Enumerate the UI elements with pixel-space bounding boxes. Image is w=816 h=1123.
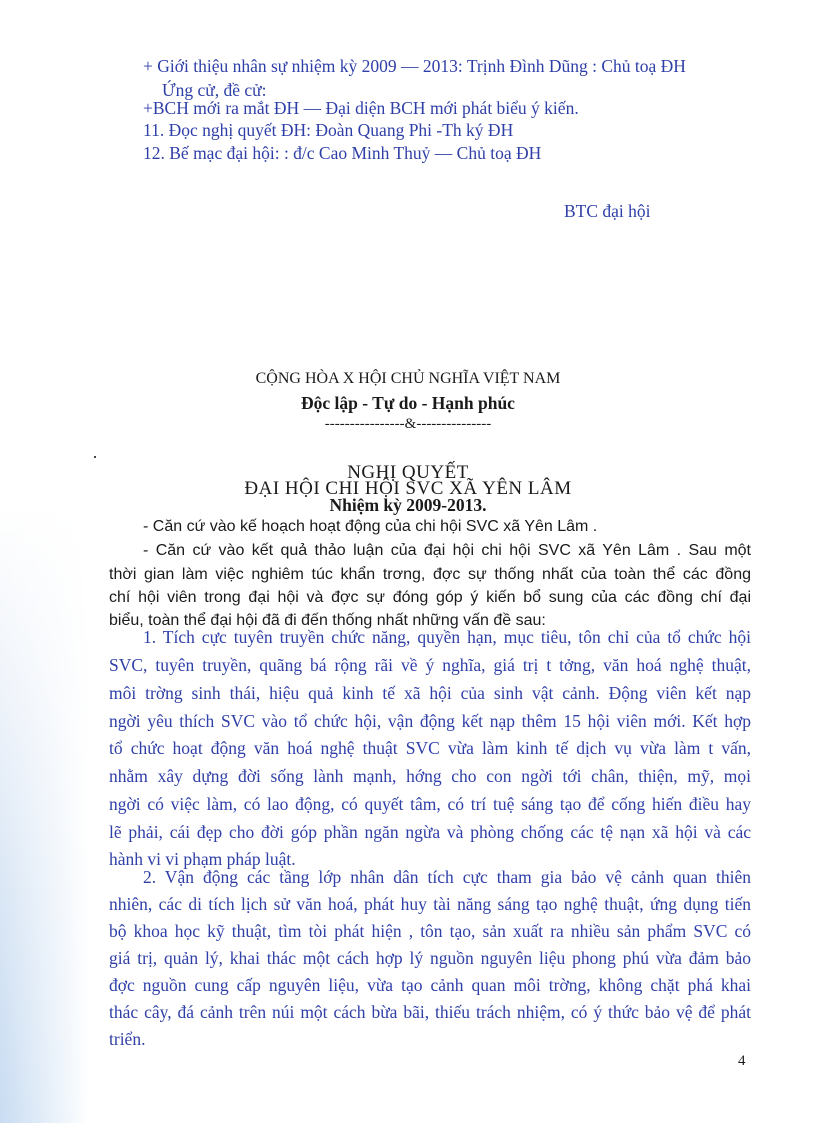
agenda-item-candidacy: Ứng cử, đề cử: bbox=[162, 80, 267, 100]
header-divider: ----------------&--------------- bbox=[324, 416, 492, 432]
point2-line: triển. bbox=[109, 1029, 146, 1049]
margin-dot bbox=[94, 456, 96, 458]
point2-line: giá trị, quản lý, khai thác một cách hợp lý nguồn nguyên liệu phong phú vừa đảm bảo bbox=[109, 948, 751, 968]
intro-line: - Căn cứ vào kết quả thảo luận của đại hội chi hội SVC xã Yên Lâm . Sau một bbox=[143, 542, 751, 559]
motto: Độc lập - Tự do - Hạnh phúc bbox=[301, 393, 515, 413]
point1-line: 1. Tích cực tuyên truyền chức năng, quyền hạn, mục tiêu, tôn chỉ của tổ chức hội bbox=[143, 627, 751, 647]
point2-line: thác cây, đá cảnh trên núi một cách bừa bãi, thiếu trách nhiệm, có ý thức bảo vệ để phát bbox=[109, 1002, 751, 1022]
agenda-item-11: 11. Đọc nghị quyết ĐH: Đoàn Quang Phi -Th ký ĐH bbox=[143, 120, 514, 140]
agenda-item-new-bch: +BCH mới ra mắt ĐH — Đại diện BCH mới phát biểu ý kiến. bbox=[143, 98, 579, 118]
point1-line: ngời có việc làm, có lao động, có quyết tâm, có trí tuệ sáng tạo để cống hiến điều hay bbox=[109, 794, 751, 814]
intro-line: thời gian làm việc nghiêm túc khẩn trơng, đợc sự thống nhất của toàn thể các đồng bbox=[109, 566, 751, 583]
point1-line: môi trờng sinh thái, hiệu quả kinh tế xã hội của sinh vật cảnh. Động viên kết nạp bbox=[109, 683, 751, 703]
term-title: Nhiệm kỳ 2009-2013. bbox=[329, 495, 487, 515]
point2-line: 2. Vận động các tầng lớp nhân dân tích cực tham gia bảo vệ cảnh quan thiên bbox=[143, 867, 751, 887]
resolution-title: NGHỊ QUYẾT bbox=[347, 462, 469, 483]
point2-line: đợc nguồn cung cấp nguyên liệu, vừa tạo cảnh quan môi trờng, không chặt phá khai bbox=[109, 975, 751, 995]
point1-line: lẽ phải, cái đẹp cho đời góp phần ngăn ngừa và phòng chống các tệ nạn xã hội và các bbox=[109, 822, 751, 842]
country-heading: CỘNG HÒA X HỘI CHỦ NGHĨA VIỆT NAM bbox=[255, 370, 561, 387]
point1-line: SVC, tuyên truyền, quãng bá rộng rãi về ý nghĩa, giá trị t tởng, văn hoá nghệ thuật, bbox=[109, 655, 751, 675]
agenda-item-12: 12. Bế mạc đại hội: : đ/c Cao Minh Thuỷ — Chủ toạ ĐH bbox=[143, 143, 542, 163]
point1-line: hành vi vi phạm pháp luật. bbox=[109, 849, 296, 869]
intro-line: chí hội viên trong đại hội và đợc sự đóng góp ý kiến bổ sung của các đồng chí đại bbox=[109, 589, 751, 606]
page-number: 4 bbox=[738, 1053, 746, 1069]
intro-line: biểu, toàn thể đại hội đã đi đến thống nhất những vấn đề sau: bbox=[109, 612, 546, 629]
agenda-item-nomination: + Giới thiệu nhân sự nhiệm kỳ 2009 — 2013: Trịnh Đình Dũng : Chủ toạ ĐH bbox=[143, 56, 686, 76]
point1-line: ngời yêu thích SVC vào tổ chức hội, vận động kết nạp thêm 15 hội viên mới. Kết hợp bbox=[109, 711, 751, 731]
point1-line: nhằm xây dựng đời sống lành mạnh, hớng cho con ngời tới chân, thiện, mỹ, mọi bbox=[109, 766, 751, 786]
signature-organizing-committee: BTC đại hội bbox=[564, 201, 651, 221]
point2-line: nhiên, các di tích lịch sử văn hoá, phát huy tài năng sáng tạo nghệ thuật, ứng dụng tiến bbox=[109, 894, 751, 914]
point2-line: bộ khoa học kỹ thuật, tìm tòi phát hiện , tôn tạo, sản xuất ra nhiều sản phẩm SVC có bbox=[109, 921, 751, 941]
intro-line: - Căn cứ vào kế hoạch hoạt động của chi hội SVC xã Yên Lâm . bbox=[143, 518, 598, 535]
point1-line: tổ chức hoạt động văn hoá nghệ thuật SVC vừa làm kinh tế dịch vụ vừa làm t vấn, bbox=[109, 738, 751, 758]
page-margin-gradient bbox=[0, 0, 90, 1123]
congress-title: ĐẠI HỘI CHI HỘI SVC XÃ YÊN LÂM bbox=[244, 478, 572, 499]
